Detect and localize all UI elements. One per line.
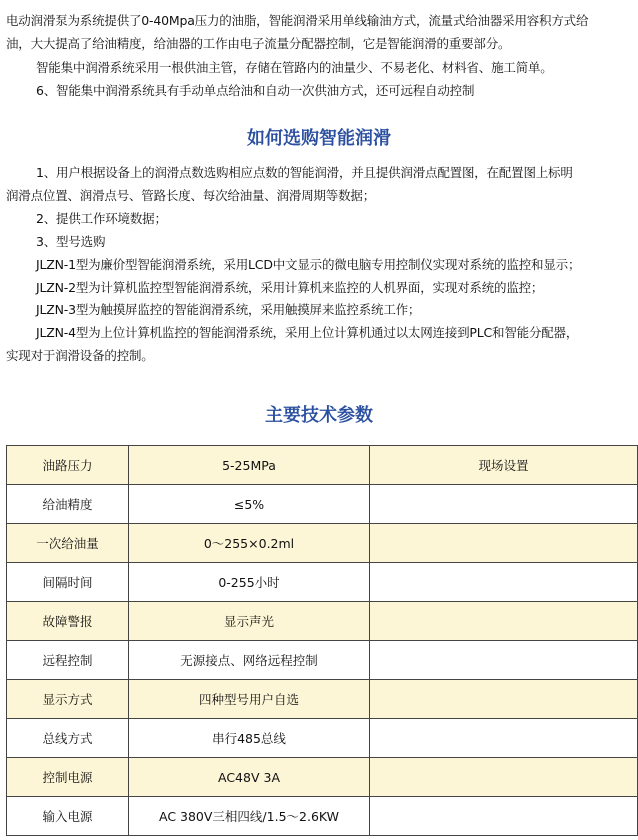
param-note-cell: 现场设置 <box>370 446 638 485</box>
param-note-cell <box>370 485 638 524</box>
param-note-cell <box>370 602 638 641</box>
table-row <box>7 680 638 719</box>
selection-line: 润滑点位置、润滑点号、管路长度、每次给油量、润滑周期等数据； <box>6 188 376 203</box>
param-name-cell: 总线方式 <box>7 719 129 758</box>
param-value-cell: AC 380V三相四线/1.5～2.6KW <box>129 797 370 836</box>
section-title-specs: 主要技术参数 <box>265 405 373 426</box>
intro-line: 6、智能集中润滑系统具有手动单点给油和自动一次供油方式，还可远程自动控制 <box>36 83 475 98</box>
param-note-cell <box>370 758 638 797</box>
param-value-cell: 5-25MPa <box>129 446 370 485</box>
table-row <box>7 641 638 680</box>
param-value-cell: 0-255小时 <box>129 563 370 602</box>
param-value-cell: 显示声光 <box>129 602 370 641</box>
selection-line: JLZN-1型为廉价型智能润滑系统，采用LCD中文显示的微电脑专用控制仪实现对系统的监控和显示； <box>36 257 581 272</box>
param-note-cell <box>370 563 638 602</box>
param-name-cell: 显示方式 <box>7 680 129 719</box>
param-name-cell: 故障警报 <box>7 602 129 641</box>
table-row <box>7 602 638 641</box>
specs-table <box>6 445 638 836</box>
param-name-cell: 一次给油量 <box>7 524 129 563</box>
selection-line: 实现对于润滑设备的控制。 <box>6 348 154 363</box>
param-value-cell: 串行485总线 <box>129 719 370 758</box>
param-value-cell: 四种型号用户自选 <box>129 680 370 719</box>
param-value-cell: ≤5% <box>129 485 370 524</box>
param-value-cell: 0～255×0.2ml <box>129 524 370 563</box>
param-note-cell <box>370 719 638 758</box>
param-name-cell: 控制电源 <box>7 758 129 797</box>
section-title-selection: 如何选购智能润滑 <box>247 128 391 149</box>
selection-line: 2、提供工作环境数据； <box>36 211 167 226</box>
table-row <box>7 758 638 797</box>
param-name-cell: 输入电源 <box>7 797 129 836</box>
intro-line: 智能集中润滑系统采用一根供油主管，存储在管路内的油量少、不易老化、材料省、施工简单。 <box>36 60 553 75</box>
selection-line: JLZN-3型为触摸屏监控的智能润滑系统，采用触摸屏来监控系统工作； <box>36 302 421 317</box>
param-name-cell: 油路压力 <box>7 446 129 485</box>
table-row <box>7 485 638 524</box>
param-value-cell: AC48V 3A <box>129 758 370 797</box>
table-row <box>7 446 638 485</box>
param-note-cell <box>370 680 638 719</box>
param-name-cell: 给油精度 <box>7 485 129 524</box>
intro-line: 电动润滑泵为系统提供了0-40Mpa压力的油脂，智能润滑采用单线输油方式，流量式给油器采用容积方式给 <box>6 13 589 28</box>
selection-line: 3、型号选购 <box>36 234 106 249</box>
selection-line: JLZN-4型为上位计算机监控的智能润滑系统，采用上位计算机通过以太网连接到PLC和智能分配器， <box>36 325 579 340</box>
table-row <box>7 719 638 758</box>
table-row <box>7 524 638 563</box>
param-note-cell <box>370 641 638 680</box>
param-name-cell: 远程控制 <box>7 641 129 680</box>
param-note-cell <box>370 797 638 836</box>
table-row <box>7 563 638 602</box>
param-value-cell: 无源接点、网络远程控制 <box>129 641 370 680</box>
param-note-cell <box>370 524 638 563</box>
selection-line: JLZN-2型为计算机监控型智能润滑系统，采用计算机来监控的人机界面，实现对系统的监控； <box>36 280 544 295</box>
intro-line: 油，大大提高了给油精度，给油器的工作由电子流量分配器控制，它是智能润滑的重要部分。 <box>6 36 511 51</box>
selection-line: 1、用户根据设备上的润滑点数选购相应点数的智能润滑，并且提供润滑点配置图，在配置图上标明 <box>36 165 573 180</box>
table-row <box>7 797 638 836</box>
param-name-cell: 间隔时间 <box>7 563 129 602</box>
